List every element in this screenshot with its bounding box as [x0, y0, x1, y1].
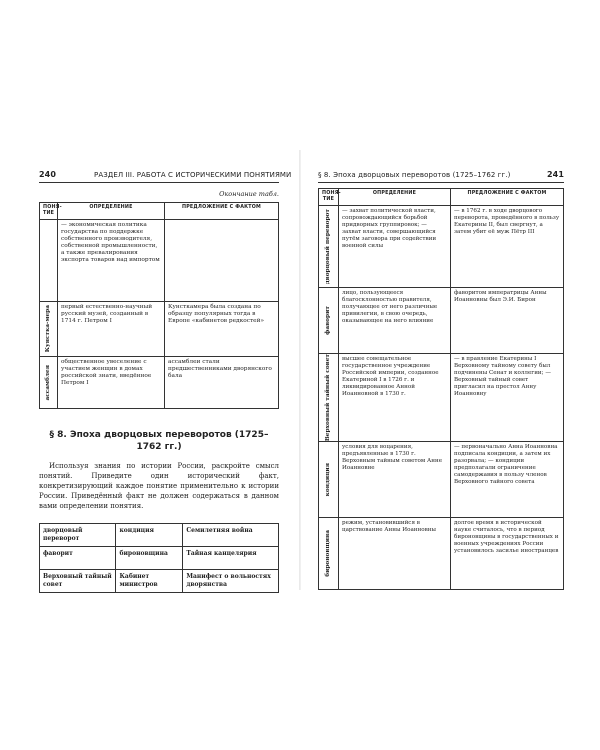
header-term: ПОНЯ-ТИЕ [40, 203, 58, 220]
table-row [40, 357, 279, 409]
term-cell: дворцовый переворот [319, 206, 339, 288]
term-cell [40, 220, 58, 302]
right-running-header: § 8. Эпоха дворцовых переворотов (1725–1762 гг.) [318, 171, 511, 179]
table-row [319, 442, 564, 518]
term-item: дворцовый переворот [40, 524, 116, 547]
table-row [319, 206, 564, 288]
fact-cell: — первоначально Анна Иоанновна подписала кондиции, а затем их разорвала; — кондиции предполагали ограничение самодержавия в пользу членов Верховного тайного совета [451, 442, 564, 518]
header-definition: ОПРЕДЕЛЕНИЕ [58, 203, 165, 220]
book-gutter [299, 150, 301, 590]
table-header-row [40, 203, 279, 220]
terms-grid [39, 523, 279, 593]
fact-cell: Кунсткамера была создана по образцу популярных тогда в Европе «кабинетов редкостей» [165, 302, 279, 357]
table-row [319, 518, 564, 590]
header-definition: ОПРЕДЕЛЕНИЕ [339, 189, 451, 206]
definition-cell: — захват политической власти, сопровождающийся борьбой придворных группировок; — захват власти, совершающийся путём заговора при содействии военной силы [339, 206, 451, 288]
right-concepts-table [318, 188, 564, 590]
table-row [319, 288, 564, 354]
term-item: кондиция [116, 524, 183, 547]
fact-cell: ассамблеи стали предшественниками дворянского бала [165, 357, 279, 409]
table-row [319, 354, 564, 442]
term-item: бироновщина [116, 547, 183, 570]
header-term: ПОНЯ-ТИЕ [319, 189, 339, 206]
fact-cell: фаворитом императрицы Анны Иоанновны был Э.И. Бирон [451, 288, 564, 354]
task-paragraph: Используя знания по истории России, раскройте смысл понятий. Приведите один исторический факт, конкретизирующий каждое понятие применительно к истории России. Приведённый факт не должен содержаться в данном вами определении понятия. [39, 462, 279, 510]
definition-cell: — экономическая политика государства по поддержке собственного производителя, собственной промышленности, а также превалирования экспорта товаров над импортом [58, 220, 165, 302]
definition-cell: высшее совещательное государственное учреждение Российской империи, созданное Екатериной I в 1726 г. и ликвидированное Анной Иоанновной в 1730 г. [339, 354, 451, 442]
terms-row [40, 547, 279, 570]
term-item: Тайная канцелярия [183, 547, 279, 570]
term-cell: кондиция [319, 442, 339, 518]
term-cell: Кунстка-мера [40, 302, 58, 357]
definition-cell: условия для воцарения, предъявленные в 1730 г. Верховным тайным советом Анне Иоанновне [339, 442, 451, 518]
term-cell: ассамблея [40, 357, 58, 409]
term-item: фаворит [40, 547, 116, 570]
definition-cell: лицо, пользующееся благосклонностью правителя, получающее от него различные привилегии, в свою очередь, оказывающее на него влияние [339, 288, 451, 354]
left-page [39, 170, 292, 593]
right-page [318, 170, 564, 590]
right-page-number: 241 [547, 170, 564, 179]
header-fact: ПРЕДЛОЖЕНИЕ С ФАКТОМ [165, 203, 279, 220]
table-header-row [319, 189, 564, 206]
definition-cell: режим, установившийся в царствование Анны Иоанновны [339, 518, 451, 590]
definition-cell: первый естественно-научный русский музей, созданный в 1714 г. Петром I [58, 302, 165, 357]
terms-row [40, 524, 279, 547]
left-page-number: 240 [39, 170, 56, 179]
term-item: Кабинет министров [116, 570, 183, 593]
section-title: § 8. Эпоха дворцовых переворотов (1725–1762 гг.) [49, 430, 269, 452]
left-page-header [39, 170, 292, 183]
term-item: Верховный тайный совет [40, 570, 116, 593]
left-concepts-table [39, 202, 279, 409]
table-row [40, 220, 279, 302]
left-running-header: РАЗДЕЛ III. РАБОТА С ИСТОРИЧЕСКИМИ ПОНЯТИЯМИ [94, 171, 292, 179]
table-row [40, 302, 279, 357]
continuation-note: Окончание табл. [219, 190, 279, 198]
fact-cell [165, 220, 279, 302]
term-item: Манифест о вольностях дворянства [183, 570, 279, 593]
fact-cell: долгое время в исторической науке считалось, что в период бироновщины в государственных и военных учреждениях России установилось засилье иностранцев [451, 518, 564, 590]
definition-cell: общественное увеселение с участием женщин в домах российской знати, введённое Петром I [58, 357, 165, 409]
term-item: Семилетняя война [183, 524, 279, 547]
terms-row [40, 570, 279, 593]
term-cell: бироновщина [319, 518, 339, 590]
fact-cell: — в правление Екатерины I Верховному тайному совету был подчинены Сенат и коллегии; — Верховный тайный совет пригласил на престол Анну Иоанновну [451, 354, 564, 442]
term-cell: Верховный тайный совет [319, 354, 339, 442]
header-fact: ПРЕДЛОЖЕНИЕ С ФАКТОМ [451, 189, 564, 206]
fact-cell: — в 1762 г. в ходе дворцового переворота, проведённого в пользу Екатерины II, был свергнут, а затем убит её муж Пётр III [451, 206, 564, 288]
term-cell: фаворит [319, 288, 339, 354]
right-page-header [318, 170, 564, 183]
